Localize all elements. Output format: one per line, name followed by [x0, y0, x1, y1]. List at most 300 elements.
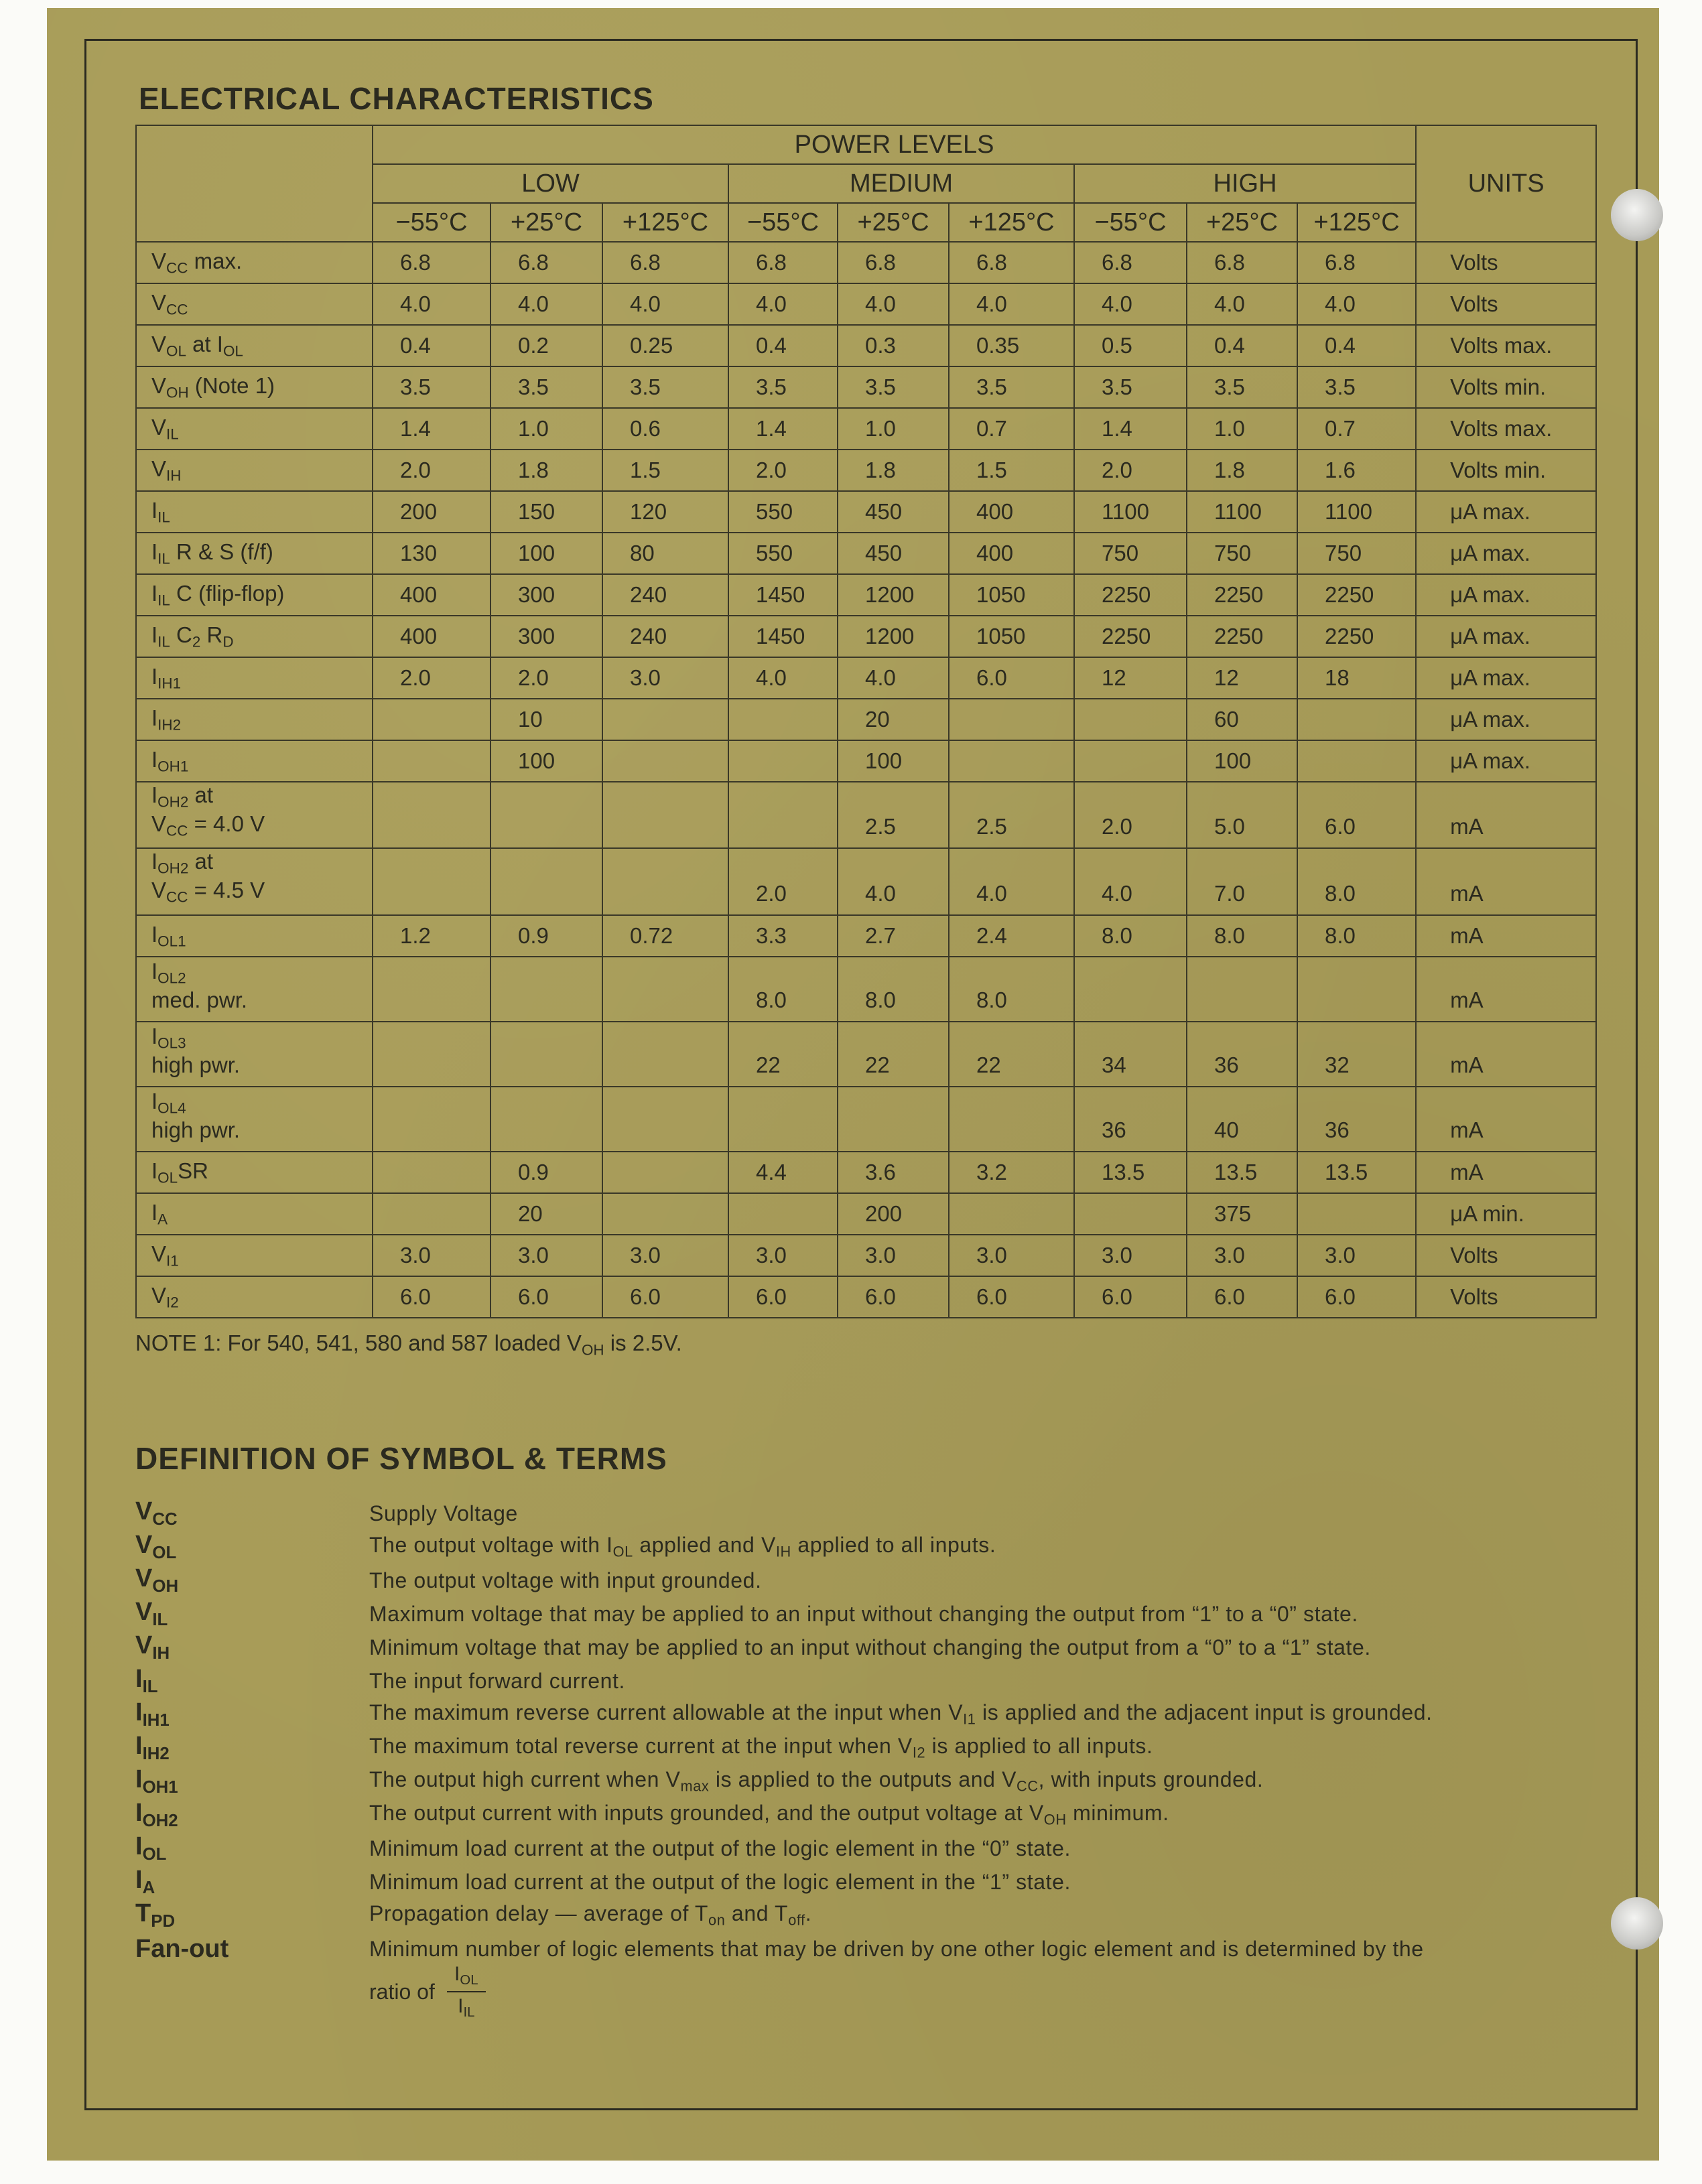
value-cell [490, 1022, 602, 1087]
value-cell: 1100 [1297, 491, 1416, 533]
label-line [151, 415, 372, 443]
subscript-text: OL1 [157, 933, 186, 950]
subscript-text: CC [166, 301, 188, 318]
parameter-label [136, 325, 373, 366]
value-cell: 1.8 [838, 450, 949, 491]
value-cell: 3.5 [949, 366, 1074, 408]
value-cell [602, 1087, 728, 1152]
text-run: NOTE 1: For 540, 541, 580 and 587 loaded V [135, 1330, 582, 1355]
subscript-text: I1 [963, 1710, 976, 1728]
text-run: V [135, 1564, 153, 1593]
parameter-label [136, 574, 373, 616]
value-cell: 100 [1187, 740, 1297, 782]
units-cell: μA max. [1416, 616, 1596, 657]
value-cell: 1.5 [949, 450, 1074, 491]
text-run: V [135, 1598, 153, 1627]
value-cell: 0.35 [949, 325, 1074, 366]
subscript-text: IH1 [142, 1710, 170, 1730]
value-cell: 8.0 [1074, 915, 1187, 957]
parameter-label [136, 1193, 373, 1235]
text-run: SR [178, 1158, 208, 1183]
value-cell: 4.0 [728, 283, 838, 325]
value-cell: 2.5 [838, 782, 949, 848]
table-row [136, 325, 1596, 366]
text-run: is applied to the outputs and V [709, 1767, 1017, 1792]
value-cell: 240 [602, 616, 728, 657]
text-run: I [135, 1665, 143, 1694]
label-line [151, 539, 372, 568]
value-cell: 3.0 [602, 657, 728, 699]
label-line [151, 922, 372, 951]
value-cell: 4.0 [490, 283, 602, 325]
text-run: = 4.5 V [188, 878, 265, 903]
label-line [151, 811, 372, 840]
text-run: high pwr. [151, 1117, 241, 1142]
definition-item [135, 1631, 1603, 1664]
definition-item [135, 1530, 1603, 1564]
value-cell: 4.0 [1074, 848, 1187, 914]
subscript-text: IH [166, 467, 182, 484]
table-row [136, 242, 1596, 283]
text-run: = 4.0 V [188, 811, 265, 836]
definition-description [369, 1700, 1433, 1728]
value-cell: 450 [838, 491, 949, 533]
value-cell: 6.0 [1074, 1276, 1187, 1318]
parameter-label [136, 1235, 373, 1276]
table-row [136, 1152, 1596, 1193]
value-cell: 1450 [728, 616, 838, 657]
value-cell: 750 [1187, 533, 1297, 574]
value-cell: 5.0 [1187, 782, 1297, 848]
value-cell: 4.0 [1187, 283, 1297, 325]
text-run: Minimum number of logic elements that may be driven by one other logic element and is determined by the [369, 1936, 1424, 1961]
value-cell: 3.5 [1297, 366, 1416, 408]
value-cell: 4.0 [373, 283, 490, 325]
value-cell: 3.0 [1297, 1235, 1416, 1276]
value-cell: 0.4 [1187, 325, 1297, 366]
value-cell: 12 [1187, 657, 1297, 699]
subscript-text: IL [157, 633, 170, 651]
text-run: I [151, 622, 158, 647]
value-cell [728, 699, 838, 740]
value-cell: 7.0 [1187, 848, 1297, 914]
section-title-electrical-characteristics: ELECTRICAL CHARACTERISTICS [139, 81, 654, 116]
text-run: V [151, 878, 167, 903]
text-run: R [200, 622, 223, 647]
text-run: I [458, 1995, 464, 2018]
subscript-text: IL [157, 592, 170, 609]
text-run: Maximum voltage that may be applied to an input without changing the output from “1” to a “0” state. [369, 1601, 1358, 1626]
parameter-label [136, 616, 373, 657]
label-line [151, 581, 372, 610]
temperature-header: +25°C [1187, 203, 1297, 242]
value-cell [1297, 1193, 1416, 1235]
units-cell: mA [1416, 782, 1596, 848]
value-cell: 3.0 [1187, 1235, 1297, 1276]
subscript-text: OL [157, 1169, 178, 1186]
value-cell: 0.6 [602, 408, 728, 450]
value-cell: 1.2 [373, 915, 490, 957]
subscript-text: IL [463, 2005, 475, 2021]
definition-description [369, 1669, 625, 1694]
text-run: V [151, 1282, 167, 1308]
table-row [136, 491, 1596, 533]
definition-description [369, 1870, 1071, 1895]
text-run: R & S (f/f) [170, 539, 273, 564]
subscript-text: OL [152, 1543, 177, 1562]
text-run: , with inputs grounded. [1038, 1767, 1264, 1792]
text-run: is 2.5V. [604, 1330, 682, 1355]
text-run: (Note 1) [188, 372, 275, 398]
definition-item [135, 1899, 1603, 1932]
text-run: I [151, 1199, 158, 1225]
value-cell [1297, 957, 1416, 1022]
subscript-text: D [222, 633, 234, 651]
value-cell [373, 740, 490, 782]
value-cell: 550 [728, 491, 838, 533]
subscript-text: 2 [192, 633, 201, 651]
units-cell: mA [1416, 1022, 1596, 1087]
value-cell [602, 740, 728, 782]
value-cell: 3.5 [602, 366, 728, 408]
text-run: Minimum load current at the output of the logic element in the “0” state. [369, 1836, 1071, 1860]
value-cell: 400 [949, 491, 1074, 533]
parameter-label [136, 848, 373, 914]
subscript-text: OL [460, 1973, 478, 1988]
table-row [136, 699, 1596, 740]
units-cell: μA max. [1416, 491, 1596, 533]
text-run: The output current with inputs grounded, and the output voltage at V [369, 1801, 1044, 1826]
value-cell: 400 [949, 533, 1074, 574]
label-line [151, 1052, 372, 1078]
subscript-text: OH1 [142, 1777, 178, 1797]
units-cell: μA max. [1416, 699, 1596, 740]
units-cell: Volts [1416, 283, 1596, 325]
table-row [136, 1193, 1596, 1235]
value-cell [949, 1087, 1074, 1152]
value-cell: 3.0 [373, 1235, 490, 1276]
value-cell: 6.8 [1187, 242, 1297, 283]
units-cell: Volts [1416, 1235, 1596, 1276]
value-cell [373, 957, 490, 1022]
value-cell: 3.0 [838, 1235, 949, 1276]
parameter-label [136, 1276, 373, 1318]
label-line [151, 1089, 372, 1117]
value-cell: 1.0 [838, 408, 949, 450]
value-cell: 400 [373, 616, 490, 657]
definition-description [369, 1501, 518, 1526]
text-run: The output voltage with input grounded. [369, 1568, 762, 1592]
value-cell [602, 957, 728, 1022]
value-cell [728, 782, 838, 848]
label-line [151, 849, 372, 878]
value-cell [373, 1022, 490, 1087]
text-run: I [151, 782, 158, 807]
value-cell: 0.4 [1297, 325, 1416, 366]
temperature-header: −55°C [1074, 203, 1187, 242]
value-cell: 0.72 [602, 915, 728, 957]
text-run: I [135, 1765, 143, 1794]
value-cell: 22 [949, 1022, 1074, 1087]
ratio-label: ratio of [369, 1979, 435, 2004]
value-cell: 3.2 [949, 1152, 1074, 1193]
table-row [136, 1276, 1596, 1318]
table-row [136, 574, 1596, 616]
value-cell [1297, 699, 1416, 740]
value-cell: 6.0 [490, 1276, 602, 1318]
text-run: . [805, 1901, 812, 1926]
value-cell: 0.4 [373, 325, 490, 366]
units-header: UNITS [1416, 125, 1596, 242]
text-run: I [135, 1698, 143, 1727]
value-cell [1074, 1193, 1187, 1235]
value-cell: 3.5 [373, 366, 490, 408]
table-row [136, 782, 1596, 848]
text-run: I [454, 1963, 460, 1985]
subscript-text: on [708, 1911, 726, 1929]
subscript-text: IH2 [157, 716, 182, 734]
subscript-text: OL4 [157, 1099, 186, 1117]
definition-term [135, 1832, 369, 1864]
text-run: I [151, 1024, 158, 1049]
value-cell: 4.0 [949, 848, 1074, 914]
value-cell: 6.8 [1297, 242, 1416, 283]
subscript-text: CC [1017, 1777, 1039, 1795]
text-run: Supply Voltage [369, 1501, 518, 1525]
text-run: at [188, 849, 214, 874]
value-cell: 6.8 [602, 242, 728, 283]
table-row [136, 848, 1596, 914]
value-cell: 32 [1297, 1022, 1416, 1087]
definition-term [135, 1564, 369, 1596]
text-run: V [151, 811, 167, 836]
label-line [151, 498, 372, 527]
electrical-characteristics-table [135, 125, 1597, 1318]
text-run: The maximum reverse current allowable at the input when V [369, 1700, 964, 1725]
text-run: Propagation delay — average of T [369, 1901, 709, 1926]
value-cell [373, 848, 490, 914]
value-cell: 1.5 [602, 450, 728, 491]
definition-description [369, 1533, 996, 1561]
definition-description [369, 1734, 1153, 1762]
value-cell: 20 [838, 699, 949, 740]
parameter-label [136, 283, 373, 325]
label-line [151, 987, 372, 1013]
parameter-label [136, 699, 373, 740]
value-cell [949, 740, 1074, 782]
value-cell [490, 957, 602, 1022]
value-cell: 1.4 [373, 408, 490, 450]
value-cell: 6.8 [838, 242, 949, 283]
temperature-header: −55°C [728, 203, 838, 242]
value-cell: 36 [1187, 1022, 1297, 1087]
text-run: The maximum total reverse current at the input when V [369, 1734, 913, 1759]
text-run: V [135, 1531, 153, 1560]
value-cell: 2.0 [728, 848, 838, 914]
label-line [151, 959, 372, 987]
value-cell: 0.7 [949, 408, 1074, 450]
definition-term [135, 1866, 369, 1898]
label-line [151, 456, 372, 485]
definition-description [369, 1568, 762, 1593]
value-cell [728, 740, 838, 782]
temperature-header: −55°C [373, 203, 490, 242]
value-cell: 2.0 [490, 657, 602, 699]
value-cell: 1200 [838, 574, 949, 616]
value-cell: 3.5 [1187, 366, 1297, 408]
label-line [151, 373, 372, 402]
label-line [151, 622, 372, 651]
definition-description [369, 1801, 1169, 1829]
section-title-definitions: DEFINITION OF SYMBOL & TERMS [135, 1441, 667, 1476]
value-cell: 6.0 [728, 1276, 838, 1318]
units-cell: mA [1416, 915, 1596, 957]
parameter-label [136, 366, 373, 408]
text-run: I [151, 1089, 158, 1114]
value-cell [949, 699, 1074, 740]
subscript-text: IL [157, 508, 170, 526]
units-cell: μA min. [1416, 1193, 1596, 1235]
units-cell: μA max. [1416, 657, 1596, 699]
value-cell: 100 [490, 740, 602, 782]
ratio-numerator [454, 1963, 478, 1988]
value-cell [1297, 740, 1416, 782]
text-run: I [151, 746, 158, 772]
value-cell: 13.5 [1187, 1152, 1297, 1193]
table-row [136, 450, 1596, 491]
value-cell: 2.0 [373, 657, 490, 699]
text-run: and T [725, 1901, 789, 1926]
value-cell: 6.0 [1297, 1276, 1416, 1318]
value-cell: 13.5 [1074, 1152, 1187, 1193]
units-cell: μA max. [1416, 574, 1596, 616]
parameter-label [136, 242, 373, 283]
text-run: I [135, 1832, 143, 1861]
subscript-text: I2 [166, 1294, 179, 1311]
value-cell: 0.5 [1074, 325, 1187, 366]
subscript-text: IL [152, 1610, 168, 1629]
text-run: The output high current when V [369, 1767, 681, 1792]
table-row [136, 408, 1596, 450]
units-cell: mA [1416, 1087, 1596, 1152]
value-cell: 6.8 [728, 242, 838, 283]
table-note [135, 1330, 682, 1359]
subscript-text: IL [166, 425, 179, 443]
value-cell: 4.4 [728, 1152, 838, 1193]
subscript-text: OL [222, 342, 243, 360]
label-line [151, 1024, 372, 1052]
value-cell: 100 [838, 740, 949, 782]
text-run: V [151, 289, 167, 315]
value-cell: 1450 [728, 574, 838, 616]
value-cell [1074, 699, 1187, 740]
units-cell: μA max. [1416, 740, 1596, 782]
subscript-text: OL3 [157, 1034, 186, 1052]
text-run: The input forward current. [369, 1668, 625, 1693]
text-run: Minimum load current at the output of the logic element in the “1” state. [369, 1869, 1071, 1894]
units-cell: Volts [1416, 1276, 1596, 1318]
table-row [136, 616, 1596, 657]
text-run: T [135, 1899, 151, 1928]
value-cell [490, 848, 602, 914]
value-cell: 36 [1074, 1087, 1187, 1152]
value-cell: 4.0 [1074, 283, 1187, 325]
label-line [151, 290, 372, 319]
subscript-text: OH2 [157, 860, 189, 878]
fan-out-ratio [369, 1963, 486, 2021]
value-cell: 8.0 [1187, 915, 1297, 957]
value-cell [838, 1087, 949, 1152]
value-cell [373, 1087, 490, 1152]
definition-item [135, 1832, 1603, 1865]
text-run: I [135, 1799, 143, 1828]
value-cell: 6.0 [949, 1276, 1074, 1318]
value-cell: 1.8 [490, 450, 602, 491]
definition-item [135, 1497, 1603, 1530]
definition-term [135, 1631, 369, 1663]
value-cell [490, 782, 602, 848]
value-cell: 130 [373, 533, 490, 574]
units-cell: Volts max. [1416, 408, 1596, 450]
subscript-text: OL [142, 1844, 167, 1864]
label-line [151, 1283, 372, 1312]
text-run: minimum. [1066, 1801, 1169, 1826]
value-cell: 1.4 [1074, 408, 1187, 450]
text-run: V [151, 414, 167, 439]
value-cell: 3.3 [728, 915, 838, 957]
label-line [151, 705, 372, 734]
value-cell: 0.2 [490, 325, 602, 366]
subscript-text: OH1 [157, 758, 189, 775]
parameter-label [136, 1022, 373, 1087]
value-cell: 2.0 [1074, 450, 1187, 491]
value-cell: 1050 [949, 616, 1074, 657]
value-cell: 300 [490, 574, 602, 616]
text-run: I [151, 539, 158, 564]
subscript-text: I1 [166, 1252, 179, 1270]
subscript-text: IL [142, 1677, 158, 1696]
table-row [136, 366, 1596, 408]
value-cell: 300 [490, 616, 602, 657]
text-run: I [151, 1158, 158, 1183]
value-cell [602, 699, 728, 740]
value-cell: 4.0 [728, 657, 838, 699]
text-run: applied to all inputs. [791, 1533, 996, 1558]
value-cell: 3.0 [602, 1235, 728, 1276]
value-cell: 6.8 [373, 242, 490, 283]
text-run: I [151, 497, 158, 523]
value-cell [602, 1193, 728, 1235]
table-row [136, 283, 1596, 325]
label-line [151, 1158, 372, 1187]
value-cell: 4.0 [838, 283, 949, 325]
text-run: V [135, 1631, 153, 1660]
text-run: I [135, 1732, 143, 1761]
value-cell: 1.8 [1187, 450, 1297, 491]
value-cell: 375 [1187, 1193, 1297, 1235]
fraction-bar [447, 1991, 486, 1992]
definition-term [135, 1497, 369, 1529]
definition-item [135, 1664, 1603, 1698]
value-cell: 6.8 [490, 242, 602, 283]
text-run: applied and V [633, 1533, 776, 1558]
parameter-label [136, 657, 373, 699]
value-cell: 2250 [1074, 616, 1187, 657]
definition-term [135, 1531, 369, 1563]
temperature-header: +125°C [949, 203, 1074, 242]
temperature-header: +125°C [1297, 203, 1416, 242]
subscript-text: OH2 [142, 1811, 178, 1830]
